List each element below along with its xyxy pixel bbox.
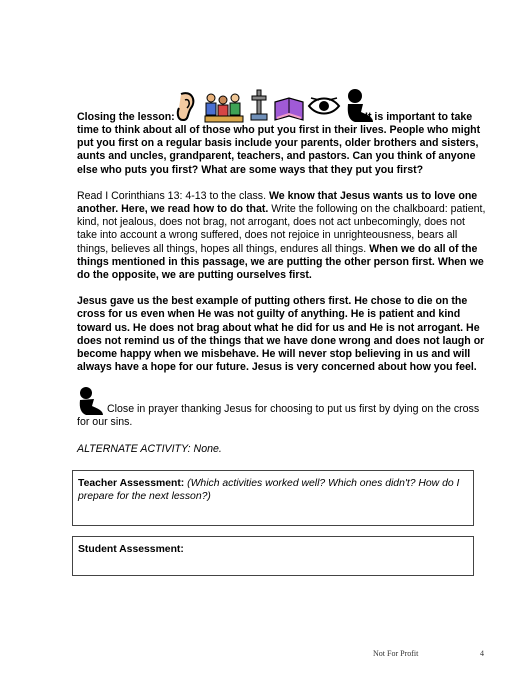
cross-icon [251,90,267,120]
reading-bold-2: When we do all of the things mentioned in this passage, we are putting the other person first. When we do the opposite, we are putting ourselves first. [77,242,484,282]
footer-text: Not For Profit [373,649,419,658]
reading-intro: Read I Corinthians 13: 4-13 to the class. [77,189,269,202]
closing-heading: Closing the lesson: [77,111,175,123]
ear-icon [178,93,194,120]
children-group-icon [205,94,243,122]
teacher-assessment-label: Teacher Assessment: [78,478,185,489]
student-assessment-label: Student Assessment: [78,544,184,555]
lesson-content [77,88,487,456]
teacher-assessment-prompt: (Which activities worked well? Which ones didn't? How do I prepare for the next lesson?) [78,478,460,502]
reading-bold-1: We know that Jesus wants us to love one another. Here, we read how to do that. [77,189,478,216]
prayer-paragraph [77,386,487,429]
reading-middle: Write the following on the chalkboard: patient, kind, not jealous, does not brag, not arrogant, does not act unbecomingly, does not take into account a wrong suffered, does not rejoice in unrighteousness, bears all things, believes all things, hopes all things, endures all things. [77,203,486,255]
open-book-icon [275,98,303,120]
closing-paragraph: time to think about all of those who put you first in their lives. People who might put you first on a regular basis include your parents, older brothers and sisters, aunts and uncles, grandparent, teachers, and pastors. Can you think of anyone else who puts you first? What are some ways that they put you first? [77,124,481,176]
closing-header-line [77,88,487,124]
page-number: 4 [480,649,484,658]
jesus-paragraph: Jesus gave us the best example of putting others first. He chose to die on the cross for us even when He was not guilty of anything. He is patient and kind toward us. He does not brag about what he did for us and He is not arrogant. He does not remind us of the things that we have done wrong and does not laugh or become happy when we misbehave. He will never stop believing in us and will always have a hope for our future. Jesus is very concerned about how you feel. [77,295,485,374]
closing-tail-text: It is important to take [365,111,473,123]
reading-paragraph [77,190,487,282]
alternate-activity: ALTERNATE ACTIVITY: None. [77,442,222,455]
student-assessment-box[interactable] [72,536,474,576]
prayer-text: Close in prayer thanking Jesus for choosing to put us first by dying on the cross for our sins. [77,403,480,429]
praying-child-icon [77,386,107,416]
eye-icon [309,98,339,114]
teacher-assessment-box[interactable] [72,470,474,526]
